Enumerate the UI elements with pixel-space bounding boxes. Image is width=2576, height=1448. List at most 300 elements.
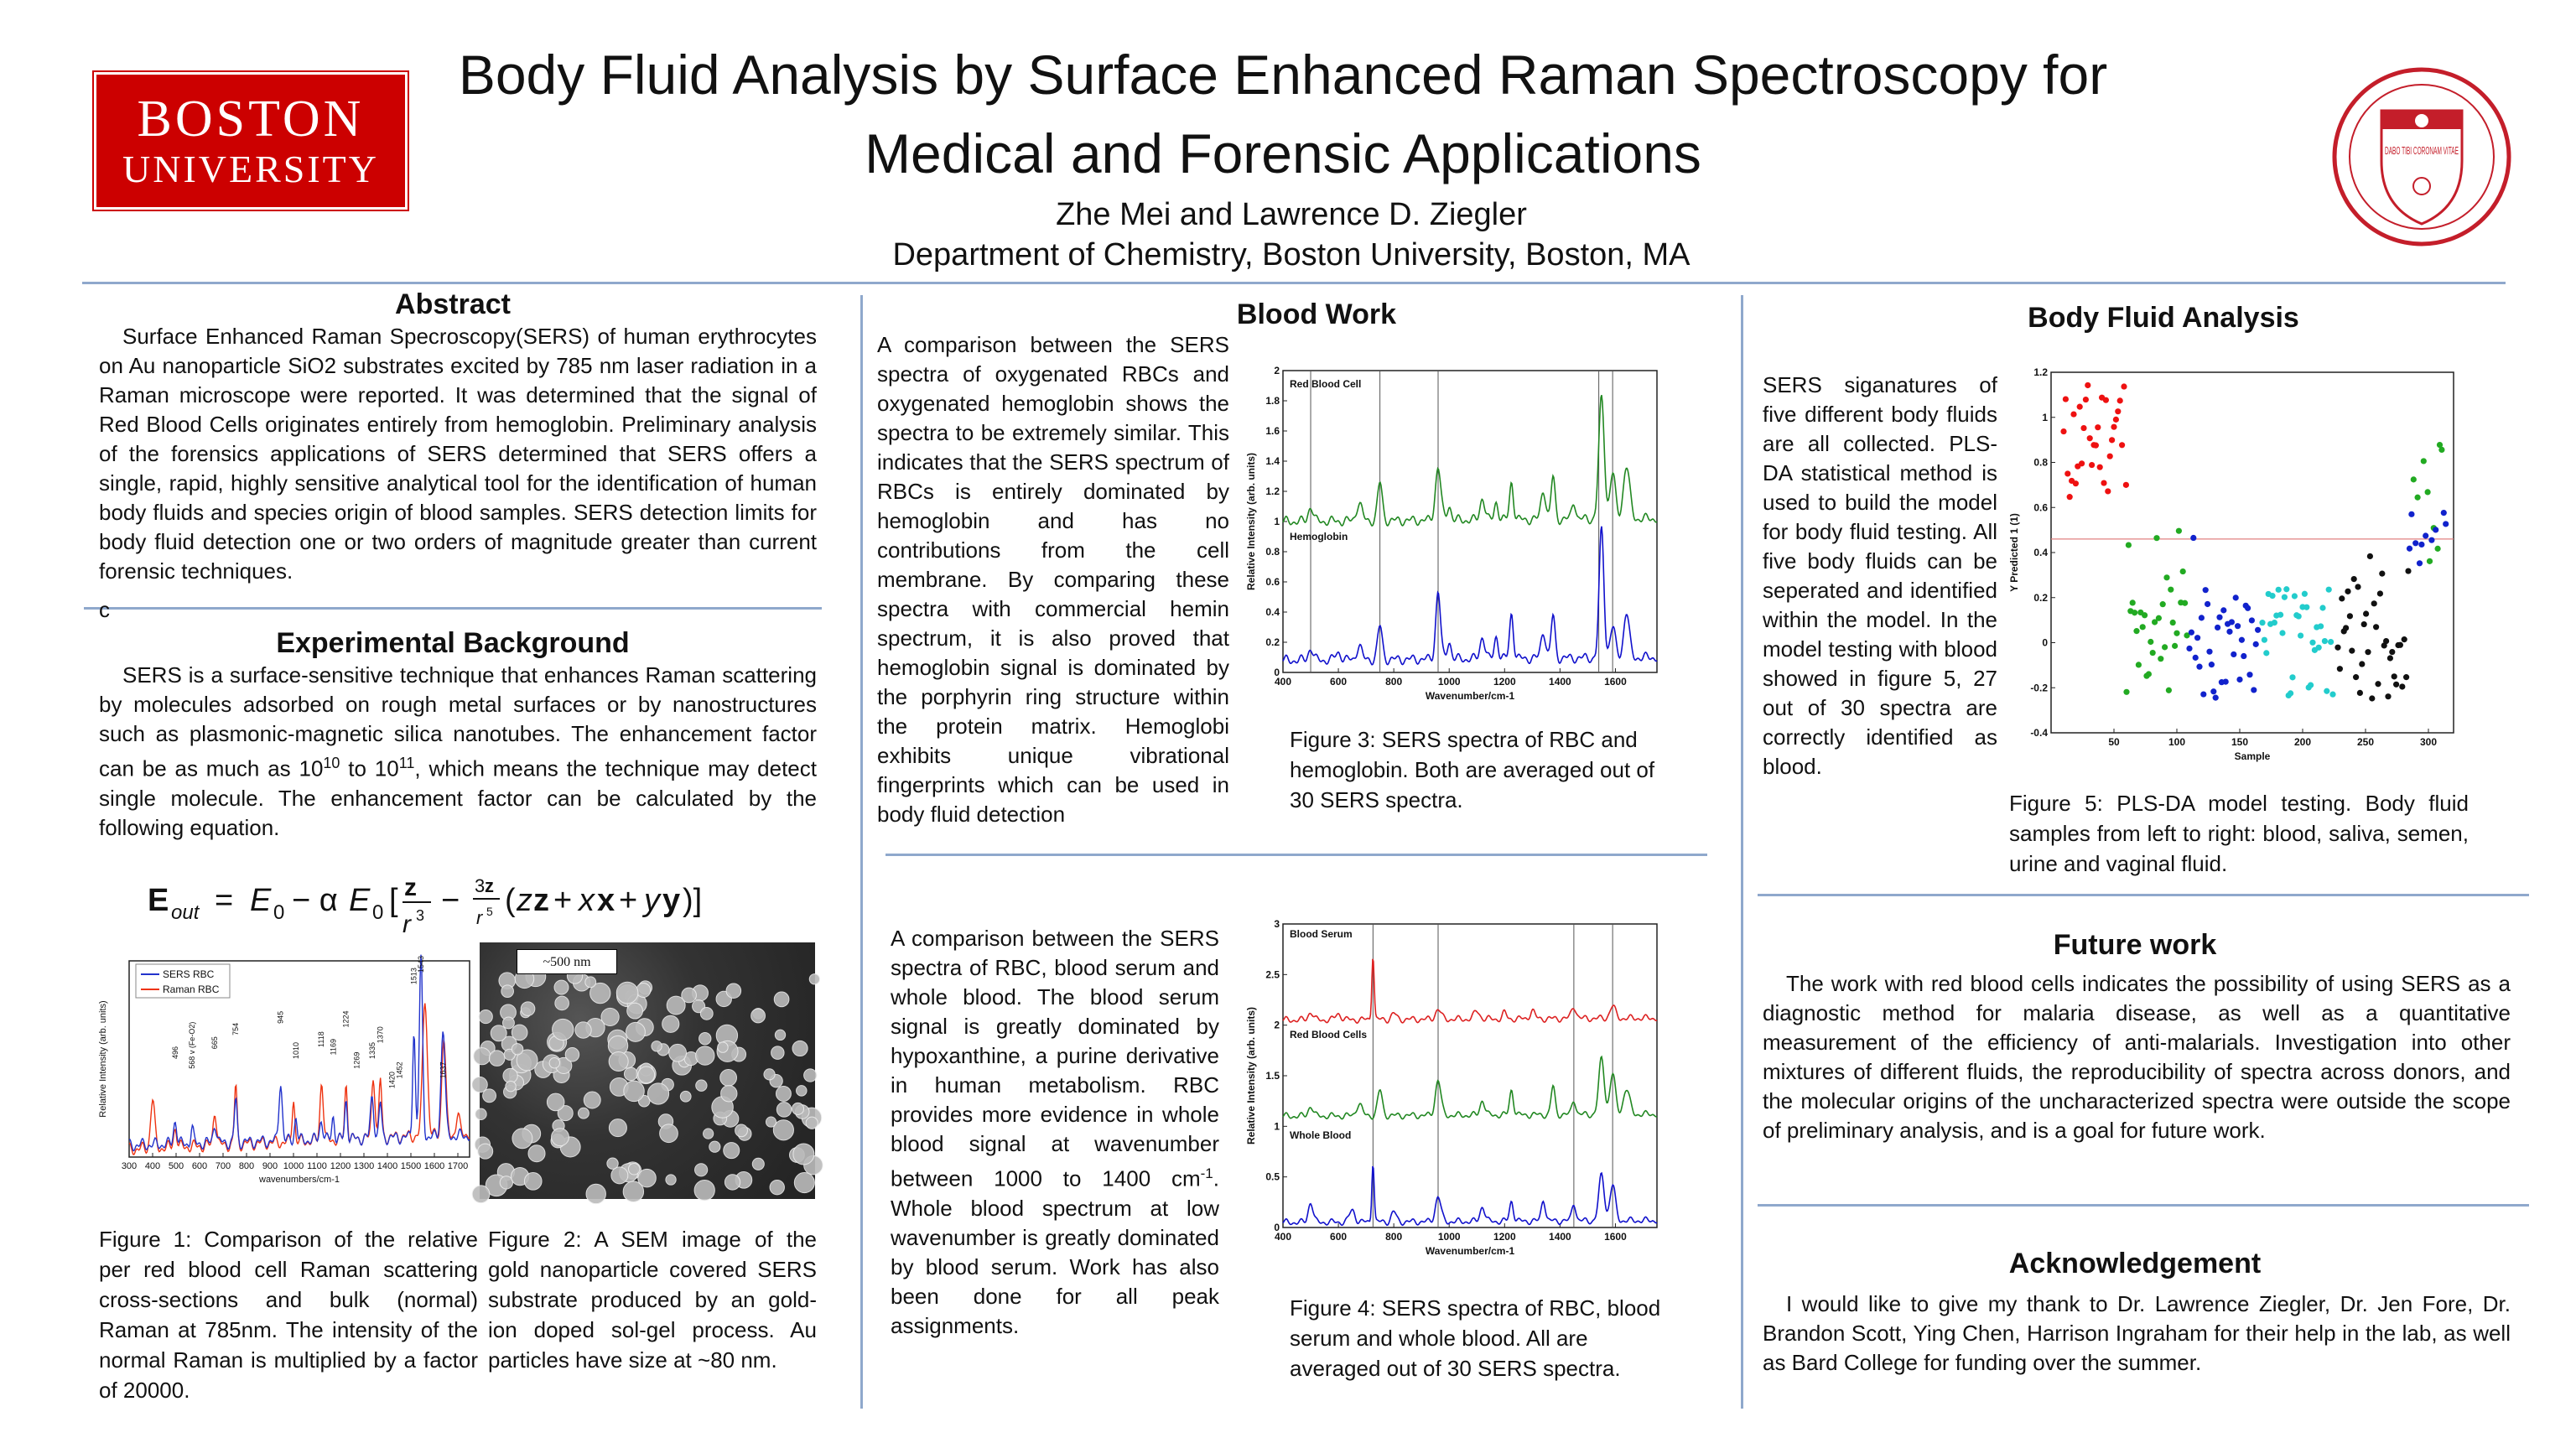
scatter-point bbox=[2389, 649, 2395, 655]
bloodwork-text1: A comparison between the SERS spectra of oxygenated RBCs and oxygenated hemoglobin shows the spectra to be extremely similar. This indicates that the SERS spectrum of RBCs is entirely dominated by hemoglobin and has no contributions from the cell membrane. By comparing these spectra with commercial hemin spectrum, it is also proved that hemoglobin signal is dominated by the porphyrin ring structure within the protein matrix. Hemoglobi exhibits unique vibrational fingerprints which can be used in body fluid detection bbox=[877, 332, 1229, 827]
scatter-point bbox=[2160, 601, 2166, 607]
scatter-point bbox=[2077, 404, 2083, 410]
scatter-point bbox=[2255, 627, 2261, 633]
x-axis-label: Wavenumber/cm-1 bbox=[1425, 690, 1515, 702]
scatter-point bbox=[2403, 674, 2409, 680]
figure5-chart bbox=[2006, 357, 2475, 785]
y-tick-label: 1.8 bbox=[1265, 395, 1280, 407]
svg-text:E: E bbox=[148, 883, 169, 918]
nanoparticle bbox=[624, 1067, 637, 1081]
svg-text:0: 0 bbox=[273, 901, 285, 924]
scatter-point bbox=[2111, 424, 2116, 430]
scatter-point bbox=[2107, 454, 2113, 459]
nanoparticle bbox=[775, 1030, 785, 1040]
scatter-point bbox=[2073, 480, 2079, 486]
y-tick-label: 0.6 bbox=[1265, 576, 1280, 588]
scatter-point bbox=[2428, 537, 2434, 543]
scatter-point bbox=[2162, 644, 2168, 650]
nanoparticle bbox=[647, 1083, 668, 1104]
nanoparticle bbox=[472, 1077, 487, 1092]
scatter-point bbox=[2226, 629, 2232, 635]
enhancement-equation bbox=[148, 855, 718, 947]
nanoparticle bbox=[792, 1041, 808, 1056]
bw-text2-sup: -1 bbox=[1200, 1165, 1213, 1181]
logo-line1: BOSTON bbox=[137, 91, 365, 148]
peak-label: 945 bbox=[276, 1010, 285, 1024]
svg-text:+: + bbox=[619, 883, 638, 918]
scatter-point bbox=[2109, 437, 2115, 443]
nanoparticle bbox=[475, 1108, 486, 1119]
x-tick-label: 1400 bbox=[377, 1161, 398, 1171]
experimental-heading: Experimental Background bbox=[276, 627, 630, 659]
series-label-hemoglobin: Hemoglobin bbox=[1290, 531, 1348, 542]
nanoparticle bbox=[793, 1144, 814, 1165]
rbc-spectrum-line bbox=[1283, 1056, 1657, 1118]
scatter-point bbox=[2156, 615, 2162, 621]
scatter-point bbox=[2249, 617, 2255, 623]
scatter-point bbox=[2199, 615, 2205, 620]
scatter-point bbox=[2367, 553, 2373, 559]
nanoparticle bbox=[726, 983, 741, 999]
x-tick-label: 700 bbox=[215, 1161, 231, 1171]
scatter-point bbox=[2203, 587, 2209, 593]
legend-entry: Raman RBC bbox=[163, 983, 220, 995]
fig3-caption: Figure 3: SERS spectra of RBC and hemoglobin. Both are averaged out of 30 SERS spectra. bbox=[1290, 727, 1655, 812]
scatter-point bbox=[2347, 613, 2353, 619]
scatter-point bbox=[2097, 465, 2103, 470]
nanoparticle bbox=[669, 1044, 687, 1061]
x-tick-label: 300 bbox=[2419, 736, 2438, 748]
scatter-point bbox=[2196, 664, 2202, 670]
authors-block bbox=[755, 195, 1828, 275]
plot-frame bbox=[1283, 924, 1657, 1227]
scatter-point bbox=[2117, 397, 2123, 403]
peak-label: 1269 bbox=[352, 1051, 361, 1069]
scatter-point bbox=[2259, 620, 2265, 625]
scatter-point bbox=[2387, 655, 2393, 661]
nanoparticle bbox=[491, 1025, 506, 1041]
peak-label: 1335 bbox=[367, 1041, 377, 1059]
scatter-point bbox=[2150, 650, 2156, 656]
affiliation: Department of Chemistry, Boston University, Boston, MA bbox=[892, 237, 1690, 272]
scatter-point bbox=[2205, 601, 2210, 607]
nanoparticle bbox=[609, 1119, 626, 1137]
nanoparticle bbox=[751, 1009, 766, 1023]
exp-text-b: to 10 bbox=[340, 755, 399, 781]
y-tick-label: 1 bbox=[1274, 1120, 1280, 1133]
x-tick-label: 1700 bbox=[447, 1161, 469, 1171]
scatter-point bbox=[2105, 488, 2111, 494]
scatter-point bbox=[2148, 639, 2153, 645]
whole-blood-spectrum-line bbox=[1283, 1166, 1657, 1225]
y-tick-label: 1.2 bbox=[1265, 485, 1280, 497]
x-tick-label: 1200 bbox=[1493, 676, 1516, 688]
scatter-point bbox=[2289, 674, 2295, 680]
scatter-point bbox=[2119, 442, 2125, 448]
scatter-point bbox=[2415, 495, 2421, 501]
nanoparticle bbox=[555, 996, 569, 1010]
fig1-caption: Figure 1: Comparison of the relative per red blood cell Raman scattering cross-sections and bulk (normal) Raman at 785nm. The intensity of the normal Raman is multiplied by a factor of 20000. bbox=[99, 1227, 478, 1403]
nanoparticle bbox=[479, 1010, 492, 1024]
scatter-point bbox=[2272, 620, 2277, 625]
y-tick-label: 1 bbox=[1274, 516, 1280, 527]
scatter-point bbox=[2126, 542, 2132, 548]
y-tick-label: 3 bbox=[1274, 918, 1280, 930]
scatter-point bbox=[2251, 687, 2257, 693]
x-tick-label: 1000 bbox=[1437, 676, 1461, 688]
nanoparticle bbox=[696, 1046, 714, 1065]
bodyfluid-divider bbox=[1758, 894, 2529, 896]
scatter-point bbox=[2229, 619, 2235, 625]
x-tick-label: 400 bbox=[1274, 1231, 1292, 1243]
nanoparticle bbox=[474, 1048, 491, 1065]
nanoparticle bbox=[680, 1091, 691, 1102]
peak-label: 1452 bbox=[395, 1061, 404, 1079]
nanoparticle bbox=[806, 1117, 818, 1129]
peak-label: 496 bbox=[170, 1046, 179, 1059]
svg-text:y: y bbox=[644, 883, 660, 918]
scatter-point bbox=[2180, 568, 2186, 574]
scatter-point bbox=[2132, 610, 2137, 615]
svg-text:(: ( bbox=[505, 883, 516, 918]
x-tick-label: 1400 bbox=[1549, 676, 1571, 688]
peak-label: 754 bbox=[231, 1022, 241, 1035]
scatter-point bbox=[2296, 613, 2302, 619]
scatter-point bbox=[2123, 689, 2129, 695]
peak-label: 1010 bbox=[291, 1041, 300, 1059]
seal-motto: DABO TIBI CORONAM VITAE bbox=[2385, 144, 2459, 157]
nanoparticle bbox=[766, 1117, 776, 1127]
x-tick-label: 500 bbox=[168, 1161, 184, 1171]
y-tick-label: 0.8 bbox=[2033, 456, 2048, 469]
nanoparticle bbox=[724, 1175, 740, 1190]
nanoparticle bbox=[575, 1022, 591, 1038]
scatter-point bbox=[2363, 610, 2369, 616]
nanoparticle bbox=[624, 1081, 644, 1101]
y-tick-label: 0.2 bbox=[2033, 591, 2048, 604]
nanoparticle bbox=[521, 1002, 535, 1016]
nanoparticle bbox=[752, 1158, 764, 1170]
scatter-point bbox=[2316, 645, 2322, 651]
boston-university-logo bbox=[94, 72, 408, 210]
exp-sup1: 10 bbox=[323, 755, 340, 771]
svg-text:y: y bbox=[662, 883, 681, 918]
nanoparticle bbox=[666, 1175, 676, 1185]
scatter-point bbox=[2277, 612, 2283, 618]
scatter-point bbox=[2329, 692, 2335, 698]
nanoparticle bbox=[794, 1173, 814, 1193]
y-tick-label: 1.5 bbox=[1265, 1070, 1280, 1082]
nanoparticle bbox=[524, 1172, 542, 1190]
scatter-point bbox=[2130, 599, 2136, 605]
nanoparticle bbox=[578, 1108, 589, 1118]
scatter-point bbox=[2133, 628, 2139, 634]
peak-label: 568 v (Fe-O2) bbox=[188, 1021, 197, 1069]
scatter-point bbox=[2241, 653, 2246, 659]
nanoparticle bbox=[652, 1041, 662, 1051]
scatter-point bbox=[2263, 650, 2269, 656]
scatter-point bbox=[2298, 632, 2303, 638]
acknowledgement-heading: Acknowledgement bbox=[2008, 1248, 2262, 1279]
header-divider bbox=[82, 282, 2506, 284]
svg-text:z: z bbox=[485, 875, 494, 896]
series-label-serum: Blood Serum bbox=[1290, 928, 1353, 940]
scatter-point bbox=[2123, 482, 2129, 488]
svg-text:z: z bbox=[517, 883, 532, 918]
y-tick-label: 0.4 bbox=[2033, 547, 2048, 558]
x-axis-label: Wavenumber/cm-1 bbox=[1425, 1245, 1515, 1257]
bodyfluid-text: SERS siganatures of five different body fluids are all collected. PLS-DA statistical method is used to build the model for body fluid testing. All five body fluids can be seperated and identified within the model. In the model testing with blood showed in figure 5, 27 out of 30 spectra are correctly identified as blood. bbox=[1763, 372, 1997, 779]
scatter-point bbox=[2385, 693, 2391, 699]
x-tick-label: 800 bbox=[1385, 1231, 1403, 1243]
x-tick-label: 50 bbox=[2108, 736, 2120, 748]
svg-text:E: E bbox=[349, 883, 371, 918]
x-tick-label: 300 bbox=[121, 1161, 138, 1171]
scatter-point bbox=[2194, 635, 2200, 641]
bloodwork-heading: Blood Work bbox=[1236, 298, 1397, 330]
scatter-point bbox=[2153, 535, 2159, 541]
svg-text:out: out bbox=[171, 901, 200, 924]
scatter-point bbox=[2172, 643, 2178, 649]
scatter-point bbox=[2438, 447, 2444, 453]
nanoparticle bbox=[549, 1058, 559, 1068]
nanoparticle bbox=[512, 1025, 527, 1041]
x-axis-label: wavenumbers/cm-1 bbox=[259, 1175, 340, 1185]
scatter-point bbox=[2357, 690, 2363, 696]
nanoparticle bbox=[472, 1186, 490, 1203]
scatter-point bbox=[2239, 637, 2245, 643]
scatter-point bbox=[2339, 595, 2345, 601]
scatter-point bbox=[2355, 584, 2360, 589]
scatter-point bbox=[2397, 642, 2403, 648]
svg-text:)]: )] bbox=[683, 883, 703, 918]
scatter-point bbox=[2435, 546, 2441, 552]
x-tick-label: 1100 bbox=[307, 1161, 327, 1171]
peak-label: 1637 bbox=[439, 1061, 448, 1079]
logo-line2: UNIVERSITY bbox=[122, 148, 379, 190]
x-tick-label: 1400 bbox=[1549, 1231, 1571, 1243]
scatter-point bbox=[2095, 424, 2101, 430]
scatter-point bbox=[2067, 494, 2073, 500]
series-label-whole-blood: Whole Blood bbox=[1290, 1129, 1352, 1141]
scatter-point bbox=[2373, 624, 2379, 630]
experimental-text bbox=[99, 661, 817, 843]
abstract-heading: Abstract bbox=[395, 288, 511, 320]
scatter-point bbox=[2140, 624, 2146, 630]
scatter-point bbox=[2337, 666, 2343, 672]
figure4-chart bbox=[1246, 914, 1690, 1274]
x-tick-label: 400 bbox=[1274, 676, 1292, 688]
fig2-caption: Figure 2: A SEM image of the gold nanoparticle covered SERS substrate produced by an gold-ion doped sol-gel process. Au particles have size at ~80 nm. bbox=[488, 1227, 817, 1373]
scatter-point bbox=[2220, 607, 2226, 613]
x-tick-label: 600 bbox=[1330, 676, 1348, 688]
scatter-point bbox=[2189, 630, 2194, 636]
y-tick-label: 2 bbox=[1274, 1019, 1280, 1031]
nanoparticle bbox=[586, 1184, 605, 1203]
scatter-point bbox=[2343, 625, 2349, 631]
y-tick-label: -0.2 bbox=[2030, 682, 2048, 694]
scatter-point bbox=[2408, 511, 2414, 517]
peak-label: 1513 bbox=[409, 968, 418, 985]
x-tick-label: 1300 bbox=[353, 1161, 375, 1171]
scatter-point bbox=[2324, 688, 2329, 694]
scatter-point bbox=[2101, 480, 2106, 485]
scatter-point bbox=[2163, 574, 2169, 580]
scatter-point bbox=[2402, 636, 2407, 642]
nanoparticle bbox=[724, 1143, 740, 1159]
scatter-point bbox=[2233, 594, 2239, 600]
nanoparticle bbox=[699, 1033, 711, 1045]
abstract-divider bbox=[84, 607, 822, 610]
scatter-point bbox=[2200, 691, 2206, 697]
nanoparticle bbox=[623, 1181, 643, 1201]
nanoparticle bbox=[636, 983, 651, 998]
nanoparticle bbox=[638, 1067, 655, 1083]
scatter-point bbox=[2353, 674, 2359, 680]
sem-particles bbox=[480, 942, 815, 1199]
y-tick-label: 0.6 bbox=[2033, 501, 2048, 514]
nanoparticle bbox=[627, 1003, 643, 1019]
scatter-point bbox=[2375, 681, 2381, 687]
scatter-point bbox=[2193, 655, 2199, 661]
nanoparticle bbox=[512, 1129, 532, 1149]
y-tick-label: -0.4 bbox=[2030, 727, 2048, 739]
column-divider-2 bbox=[1741, 295, 1743, 1409]
figure3-chart bbox=[1246, 359, 1690, 721]
svg-text:x: x bbox=[579, 883, 595, 918]
nanoparticle bbox=[501, 985, 514, 998]
nanoparticle bbox=[776, 1103, 792, 1118]
scatter-point bbox=[2345, 589, 2350, 594]
svg-text:3: 3 bbox=[416, 907, 425, 924]
scatter-point bbox=[2087, 435, 2093, 441]
scatter-point bbox=[2427, 558, 2433, 564]
scatter-point bbox=[2359, 661, 2365, 667]
scatter-point bbox=[2393, 682, 2399, 688]
y-tick-label: 0.5 bbox=[1265, 1170, 1280, 1183]
svg-text:5: 5 bbox=[486, 905, 493, 918]
hemoglobin-spectrum-line bbox=[1283, 527, 1657, 665]
scatter-point bbox=[2365, 649, 2371, 655]
nanoparticle bbox=[552, 1129, 569, 1146]
bw-text2-b: . Whole blood spectrum at low wavenumber is greatly dominated by blood serum. Work has also been done for all peak assignments. bbox=[891, 1165, 1219, 1338]
scatter-point bbox=[2121, 383, 2127, 389]
nanoparticle bbox=[585, 977, 596, 988]
scatter-point bbox=[2361, 621, 2367, 627]
scatter-point bbox=[2174, 631, 2179, 636]
scatter-point bbox=[2216, 615, 2222, 620]
x-tick-label: 1600 bbox=[1604, 676, 1627, 688]
scatter-point bbox=[2369, 695, 2375, 701]
future-heading: Future work bbox=[2053, 929, 2217, 961]
nanoparticle bbox=[774, 992, 789, 1007]
nanoparticle bbox=[696, 1080, 707, 1091]
svg-text:z: z bbox=[533, 883, 549, 918]
peak-label: 1543 bbox=[417, 956, 426, 973]
scatter-point bbox=[2253, 641, 2259, 647]
scatter-point bbox=[2418, 542, 2424, 548]
scatter-point bbox=[2443, 521, 2449, 527]
svg-text:r: r bbox=[476, 907, 483, 928]
nanoparticle bbox=[720, 1069, 737, 1086]
x-tick-label: 200 bbox=[2293, 736, 2312, 748]
nanoparticle bbox=[667, 996, 685, 1015]
y-tick-label: 0 bbox=[1274, 667, 1280, 678]
scatter-point bbox=[2292, 593, 2298, 599]
svg-text:+: + bbox=[553, 883, 573, 918]
nanoparticle bbox=[804, 1069, 817, 1082]
y-tick-label: 0 bbox=[2042, 636, 2048, 649]
column-divider-1 bbox=[860, 295, 863, 1409]
svg-text:−: − bbox=[441, 883, 460, 918]
scatter-point bbox=[2103, 397, 2109, 403]
scatter-point bbox=[2318, 623, 2324, 629]
scatter-point bbox=[2288, 690, 2293, 696]
x-axis-label: Sample bbox=[2234, 750, 2271, 762]
scatter-point bbox=[2351, 576, 2357, 582]
acknowledgement-text: I would like to give my thank to Dr. Lawrence Ziegler, Dr. Jen Fore, Dr. Brandon Scott, Ying Chen, Harrison Ingraham for their help in the lab, as well as Bard College for funding over the summer. bbox=[1763, 1291, 2511, 1375]
scatter-point bbox=[2326, 587, 2332, 593]
nanoparticle bbox=[764, 1069, 775, 1080]
scatter-point bbox=[2245, 605, 2251, 611]
scatter-point bbox=[2176, 528, 2182, 534]
x-tick-label: 1600 bbox=[1604, 1231, 1627, 1243]
rbc-spectrum-line bbox=[1283, 395, 1657, 526]
scatter-point bbox=[2377, 590, 2383, 596]
scatter-point bbox=[2262, 637, 2267, 643]
scatter-point bbox=[2186, 646, 2192, 651]
scatter-point bbox=[2083, 397, 2089, 402]
stray-char: c bbox=[99, 597, 110, 622]
university-seal-icon bbox=[2329, 60, 2514, 262]
scatter-point bbox=[2168, 587, 2174, 593]
x-tick-label: 900 bbox=[262, 1161, 278, 1171]
bloodwork-text2 bbox=[891, 924, 1219, 1341]
scatter-point bbox=[2166, 688, 2172, 693]
nanoparticle bbox=[478, 1144, 493, 1159]
scatter-point bbox=[2405, 568, 2411, 573]
sem-image bbox=[480, 942, 815, 1199]
scatter-point bbox=[2158, 656, 2163, 662]
sem-scale-bar: ~500 nm bbox=[517, 949, 617, 974]
x-tick-label: 600 bbox=[1330, 1231, 1348, 1243]
bloodwork-divider bbox=[886, 854, 1707, 856]
exp-text-c: , which means the technique may detect single molecule. The enhancement factor can be calculated by the following equation. bbox=[99, 755, 817, 840]
svg-text:E: E bbox=[250, 883, 272, 918]
x-tick-label: 1000 bbox=[283, 1161, 304, 1171]
scatter-point bbox=[2303, 605, 2309, 610]
scatter-point bbox=[2421, 458, 2427, 464]
scatter-point bbox=[2085, 382, 2090, 388]
nanoparticle bbox=[721, 1086, 737, 1102]
scatter-point bbox=[2231, 651, 2236, 657]
scatter-point bbox=[2136, 662, 2142, 667]
scatter-point bbox=[2322, 638, 2328, 644]
scatter-point bbox=[2379, 571, 2385, 577]
scatter-point bbox=[2170, 620, 2176, 625]
scatter-point bbox=[2411, 476, 2417, 482]
fig5-caption: Figure 5: PLS-DA model testing. Body fluid samples from left to right: blood, saliva, semen, urine and vaginal fluid. bbox=[2009, 791, 2469, 876]
scatter-point bbox=[2064, 470, 2070, 476]
y-tick-label: 2.5 bbox=[1265, 968, 1280, 981]
y-tick-label: 1.2 bbox=[2033, 366, 2048, 378]
y-axis-label: Relative Intensity (arb. units) bbox=[1245, 452, 1257, 591]
x-tick-label: 1600 bbox=[423, 1161, 445, 1171]
y-tick-label: 2 bbox=[1274, 365, 1280, 376]
scatter-point bbox=[2223, 678, 2229, 684]
peak-label: 1224 bbox=[341, 1010, 351, 1028]
nanoparticle bbox=[662, 1015, 679, 1032]
